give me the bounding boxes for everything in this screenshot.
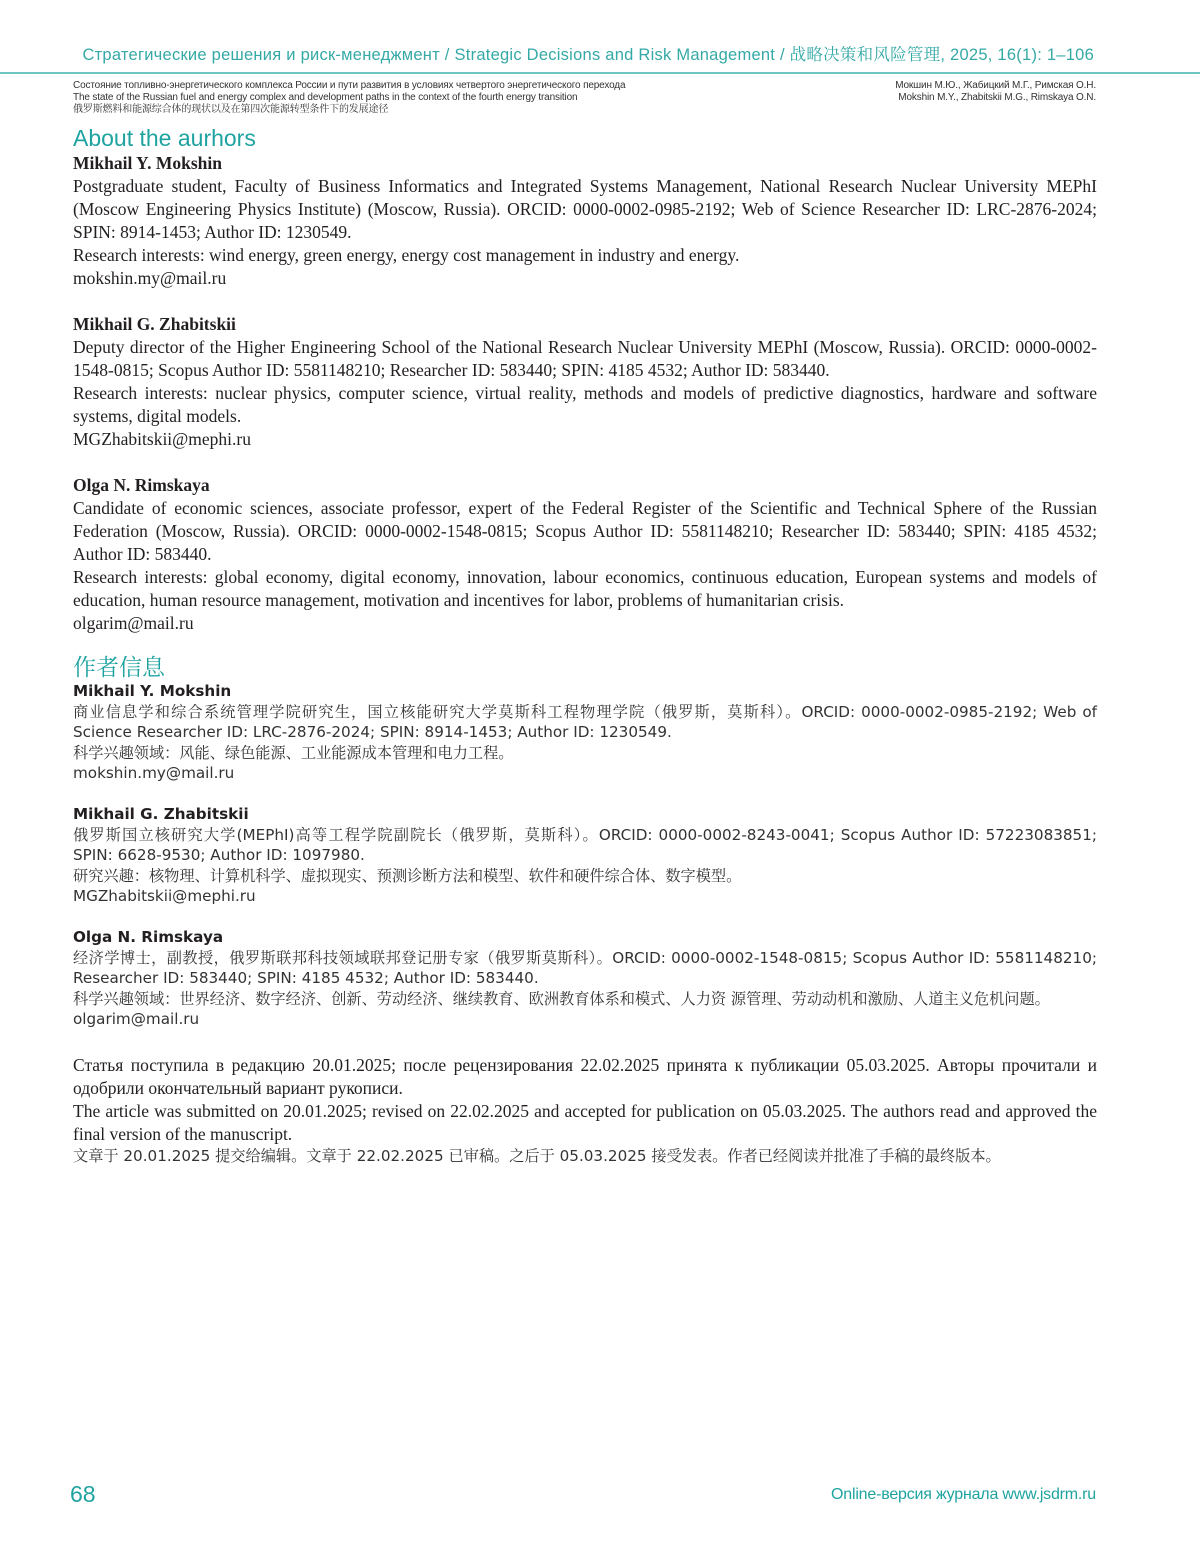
journal-title: Стратегические решения и риск-менеджмент / Strategic Decisions and Risk Management / 战略决策和风险管理, 2025, 16(1): 1–106: [82, 46, 1094, 64]
author-block-en: [73, 152, 1097, 290]
author-affiliation: 商业信息学和综合系统管理学院研究生，国立核能研究大学莫斯科工程物理学院（俄罗斯，莫斯科）。ORCID: 0000-0002-0985-2192; Web of Science Researcher ID: LRC-2876-2024; SPIN: 8914-1453; Author ID: 1230549.: [73, 702, 1097, 741]
main-content: [73, 124, 1097, 1166]
author-name: Mikhail G. Zhabitskii: [73, 805, 249, 823]
author-block-cn: [73, 681, 1097, 784]
running-head-cn: 俄罗斯燃料和能源综合体的现状以及在第四次能源转型条件下的发展途径: [73, 104, 389, 115]
article-history-ru: Статья поступила в редакцию 20.01.2025; после рецензирования 22.02.2025 принята к публикации 05.03.2025. Авторы прочитали и одобрили окончательный вариант рукописи.: [73, 1054, 1097, 1098]
running-authors-en: Mokshin M.Y., Zhabitskii M.G., Rimskaya O.N.: [898, 92, 1096, 103]
running-head-en: The state of the Russian fuel and energy complex and development paths in the context of the fourth energy transition: [73, 92, 578, 103]
author-interests: 科学兴趣领域：世界经济、数字经济、创新、劳动经济、继续教育、欧洲教育体系和模式、人力资 源管理、劳动动机和激励、人道主义危机问题。: [73, 989, 1050, 1008]
author-affiliation: Deputy director of the Higher Engineering School of the National Research Nuclear University MEPhI (Moscow, Russia). ORCID: 0000-0002-1548-0815; Scopus Author ID: 5581148210; Researcher ID: 583440; SPIN: 4185 4532; Author ID: 583440.: [73, 337, 1097, 380]
running-head-left: [73, 80, 625, 116]
about-authors-title: About the aurhors: [73, 125, 256, 151]
author-email[interactable]: mokshin.my@mail.ru: [73, 268, 227, 288]
running-head-ru: Состояние топливно-энергетического комплекса России и пути развития в условиях четвертого энергетического перехода: [73, 80, 626, 91]
author-affiliation: Candidate of economic sciences, associate professor, expert of the Federal Register of the Scientific and Technical Sphere of the Russian Federation (Moscow, Russia). ORCID: 0000-0002-1548-0815; Scopus Author ID: 5581148210; Researcher ID: 583440; SPIN: 4185 4532; Author ID: 583440.: [73, 498, 1097, 564]
running-authors-ru: Мокшин М.Ю., Жабицкий М.Г., Римская О.Н.: [895, 80, 1096, 91]
author-email[interactable]: MGZhabitskii@mephi.ru: [73, 429, 251, 449]
author-affiliation: Postgraduate student, Faculty of Business Informatics and Integrated Systems Management, National Research Nuclear University MEPhI (Moscow Engineering Physics Institute) (Moscow, Russia). ORCID: 0000-0002-0985-2192; Web of Science Researcher ID: LRC-2876-2024; SPIN: 8914-1453; Author ID: 1230549.: [73, 176, 1097, 242]
author-interests: 科学兴趣领域：风能、绿色能源、工业能源成本管理和电力工程。: [73, 743, 514, 762]
author-email[interactable]: olgarim@mail.ru: [73, 1010, 200, 1028]
author-interests: Research interests: nuclear physics, computer science, virtual reality, methods and models of predictive diagnostics, hardware and software systems, digital models.: [73, 383, 1097, 426]
author-affiliation: 经济学博士，副教授，俄罗斯联邦科技领域联邦登记册专家（俄罗斯莫斯科）。ORCID: 0000-0002-1548-0815; Scopus Author ID: 5581148210; Researcher ID: 583440; SPIN: 4185 4532; Author ID: 583440.: [73, 948, 1097, 987]
article-history-en: The article was submitted on 20.01.2025; revised on 22.02.2025 and accepted for publication on 05.03.2025. The authors read and approved the final version of the manuscript.: [73, 1100, 1097, 1144]
author-block-cn: [73, 927, 1097, 1030]
author-block-en: [73, 474, 1097, 635]
author-affiliation: 俄罗斯国立核研究大学(MEPhI)高等工程学院副院长（俄罗斯，莫斯科）。ORCID: 0000-0002-8243-0041; Scopus Author ID: 57223083851; SPIN: 6628-9530; Author ID: 1097980.: [73, 825, 1097, 864]
author-email[interactable]: MGZhabitskii@mephi.ru: [73, 887, 256, 905]
journal-website-link[interactable]: Online-версия журнала www.jsdrm.ru: [831, 1486, 1096, 1503]
page-number: 68: [70, 1481, 96, 1507]
author-name: Mikhail Y. Mokshin: [73, 153, 222, 173]
author-name: Mikhail Y. Mokshin: [73, 682, 232, 700]
author-block-cn: [73, 804, 1097, 907]
author-block-en: [73, 313, 1097, 451]
author-name: Olga N. Rimskaya: [73, 475, 210, 495]
author-name: Mikhail G. Zhabitskii: [73, 314, 236, 334]
running-head-right: [895, 80, 1096, 104]
author-interests: 研究兴趣：核物理、计算机科学、虚拟现实、预测诊断方法和模型、软件和硬件综合体、数字模型。: [73, 866, 742, 885]
author-interests: Research interests: global economy, digital economy, innovation, labour economics, continuous education, European systems and models of education, human resource management, motivation and incentives for labor, problems of humanitarian crisis.: [73, 567, 1097, 610]
journal-header: [0, 38, 1200, 74]
author-info-cn-title: 作者信息: [73, 654, 165, 680]
author-interests: Research interests: wind energy, green energy, energy cost management in industry and energy.: [73, 245, 740, 265]
author-email[interactable]: mokshin.my@mail.ru: [73, 764, 235, 782]
author-name: Olga N. Rimskaya: [73, 928, 224, 946]
author-email[interactable]: olgarim@mail.ru: [73, 613, 194, 633]
article-history: [73, 1054, 1097, 1167]
article-history-cn: 文章于 20.01.2025 提交给编辑。文章于 22.02.2025 已审稿。之后于 05.03.2025 接受发表。作者已经阅读并批准了手稿的最终版本。: [73, 1146, 1001, 1165]
